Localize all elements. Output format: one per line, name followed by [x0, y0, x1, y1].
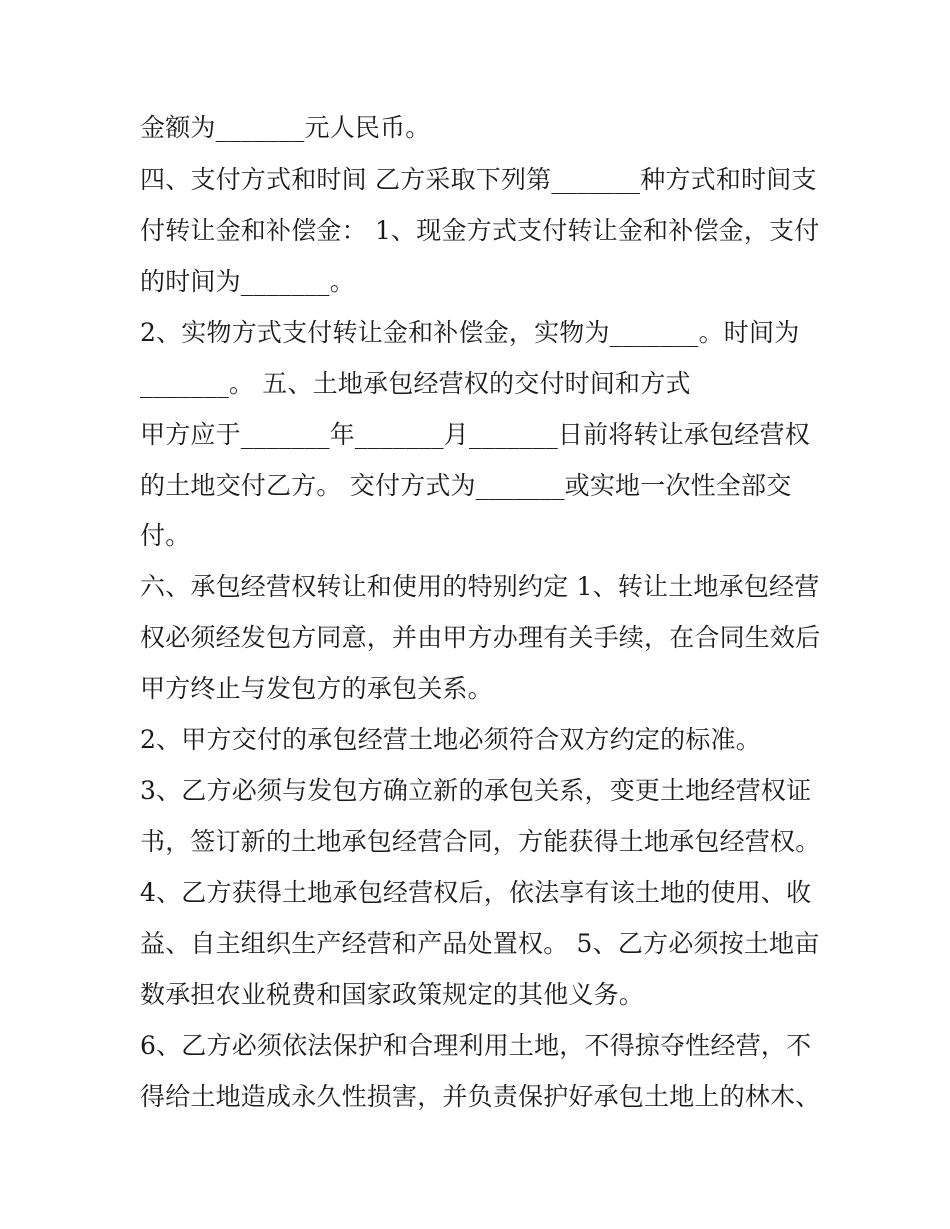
- text-line: 2、实物方式支付转让金和补偿金，实物为_______。时间为: [140, 318, 800, 347]
- text-line: 2、甲方交付的承包经营土地必须符合双方约定的标准。: [140, 725, 761, 754]
- text-line: _______。 五、土地承包经营权的交付时间和方式: [140, 369, 691, 398]
- text-line: 3、乙方必须与发包方确立新的承包关系，变更土地经营权证: [140, 776, 812, 805]
- text-line: 的土地交付乙方。 交付方式为_______或实地一次性全部交: [140, 471, 792, 500]
- text-line: 益、自主组织生产经营和产品处置权。 5、乙方必须按土地亩: [140, 929, 820, 958]
- text-line: 四、支付方式和时间 乙方采取下列第_______种方式和时间支: [140, 165, 817, 194]
- text-line: 六、承包经营权转让和使用的特别约定 1、转让土地承包经营: [140, 572, 820, 601]
- text-line: 付。: [140, 521, 191, 550]
- text-line: 权必须经发包方同意，并由甲方办理有关手续，在合同生效后: [140, 623, 821, 652]
- text-line: 甲方终止与发包方的承包关系。: [140, 674, 493, 703]
- text-line: 金额为_______元人民币。: [140, 113, 431, 142]
- text-line: 6、乙方必须依法保护和合理利用土地，不得掠夺性经营，不: [140, 1031, 812, 1060]
- text-line: 付转让金和补偿金： 1、现金方式支付转让金和补偿金，支付: [140, 216, 820, 245]
- text-line: 得给土地造成永久性损害，并负责保护好承包土地上的林木、: [140, 1082, 821, 1111]
- text-line: 书，签订新的土地承包经营合同，方能获得土地承包经营权。: [140, 827, 821, 856]
- text-line: 的时间为_______。: [140, 267, 355, 296]
- text-line: 4、乙方获得土地承包经营权后，依法享有该土地的使用、收: [140, 878, 812, 907]
- text-line: 数承担农业税费和国家政策规定的其他义务。: [140, 980, 645, 1009]
- text-line: 甲方应于_______年_______月_______日前将转让承包经营权: [140, 420, 810, 449]
